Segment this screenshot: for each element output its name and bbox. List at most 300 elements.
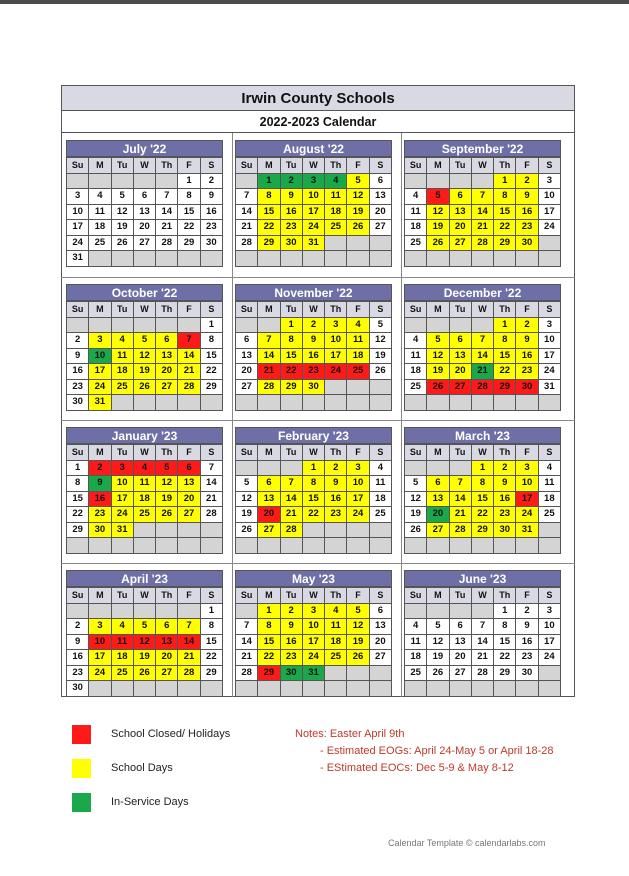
empty-cell bbox=[302, 681, 324, 697]
week-row bbox=[405, 476, 561, 492]
week-row bbox=[67, 204, 223, 220]
day-cell: 21 bbox=[471, 364, 493, 380]
weekday-header: Tu bbox=[449, 445, 471, 461]
day-cell: 17 bbox=[325, 348, 347, 364]
day-cell: 15 bbox=[494, 204, 516, 220]
day-cell: 23 bbox=[325, 507, 347, 523]
month-table bbox=[66, 444, 223, 554]
weekday-header: S bbox=[369, 588, 391, 604]
month-table bbox=[404, 301, 561, 411]
day-cell: 8 bbox=[494, 189, 516, 205]
weekday-header: Th bbox=[156, 302, 178, 318]
day-cell: 3 bbox=[538, 317, 560, 333]
day-cell: 11 bbox=[405, 634, 427, 650]
day-cell: 21 bbox=[471, 650, 493, 666]
day-cell: 29 bbox=[258, 665, 280, 681]
empty-cell bbox=[369, 251, 391, 267]
day-cell: 28 bbox=[471, 665, 493, 681]
day-cell: 4 bbox=[111, 333, 133, 349]
day-cell: 8 bbox=[471, 476, 493, 492]
empty-cell bbox=[405, 251, 427, 267]
day-cell: 25 bbox=[89, 235, 111, 251]
weekday-header: Tu bbox=[449, 302, 471, 318]
empty-cell bbox=[369, 395, 391, 411]
day-cell: 19 bbox=[133, 364, 155, 380]
week-row bbox=[236, 603, 392, 619]
day-cell: 31 bbox=[89, 395, 111, 411]
day-cell: 26 bbox=[133, 665, 155, 681]
day-cell: 13 bbox=[369, 189, 391, 205]
day-cell: 26 bbox=[347, 650, 369, 666]
week-row bbox=[236, 665, 392, 681]
day-cell: 8 bbox=[302, 476, 324, 492]
day-cell: 10 bbox=[89, 348, 111, 364]
weekday-header: W bbox=[471, 158, 493, 174]
grid-divider bbox=[61, 420, 575, 421]
day-cell: 17 bbox=[347, 491, 369, 507]
day-cell: 29 bbox=[494, 379, 516, 395]
day-cell: 5 bbox=[156, 460, 178, 476]
day-cell: 5 bbox=[405, 476, 427, 492]
weekday-header: S bbox=[369, 158, 391, 174]
day-cell: 17 bbox=[89, 650, 111, 666]
day-cell: 16 bbox=[89, 491, 111, 507]
day-cell: 28 bbox=[178, 665, 200, 681]
day-cell: 18 bbox=[325, 634, 347, 650]
day-cell: 2 bbox=[200, 173, 222, 189]
week-row bbox=[236, 220, 392, 236]
month-table bbox=[235, 301, 392, 411]
week-row bbox=[67, 603, 223, 619]
month-7 bbox=[235, 427, 392, 554]
empty-cell bbox=[516, 251, 538, 267]
empty-cell bbox=[325, 235, 347, 251]
empty-cell bbox=[494, 395, 516, 411]
day-cell: 14 bbox=[471, 348, 493, 364]
day-cell: 27 bbox=[449, 665, 471, 681]
weekday-header: W bbox=[133, 158, 155, 174]
weekday-header: F bbox=[516, 158, 538, 174]
week-row bbox=[67, 189, 223, 205]
empty-cell bbox=[178, 681, 200, 697]
day-cell: 22 bbox=[302, 507, 324, 523]
day-cell: 5 bbox=[369, 317, 391, 333]
weekday-header: S bbox=[200, 588, 222, 604]
day-cell: 29 bbox=[200, 665, 222, 681]
weekday-header: S bbox=[538, 302, 560, 318]
week-row bbox=[405, 189, 561, 205]
page-title: Irwin County Schools bbox=[61, 85, 575, 111]
day-cell: 13 bbox=[156, 348, 178, 364]
day-cell: 23 bbox=[302, 364, 324, 380]
weekday-header: Tu bbox=[280, 588, 302, 604]
month-table bbox=[66, 587, 223, 697]
day-cell: 8 bbox=[494, 333, 516, 349]
day-cell: 21 bbox=[236, 650, 258, 666]
empty-cell bbox=[156, 395, 178, 411]
empty-cell bbox=[156, 251, 178, 267]
day-cell: 14 bbox=[258, 348, 280, 364]
empty-cell bbox=[258, 251, 280, 267]
day-cell: 5 bbox=[347, 603, 369, 619]
empty-cell bbox=[236, 538, 258, 554]
weekday-header: M bbox=[427, 445, 449, 461]
day-cell: 29 bbox=[178, 235, 200, 251]
day-cell: 24 bbox=[302, 220, 324, 236]
day-cell: 22 bbox=[280, 364, 302, 380]
month-title: July '22 bbox=[66, 140, 223, 157]
empty-cell bbox=[538, 665, 560, 681]
day-cell: 8 bbox=[67, 476, 89, 492]
day-cell: 5 bbox=[427, 189, 449, 205]
day-cell: 22 bbox=[67, 507, 89, 523]
day-cell: 6 bbox=[178, 460, 200, 476]
empty-cell bbox=[89, 173, 111, 189]
empty-cell bbox=[516, 681, 538, 697]
weekday-header: Th bbox=[494, 445, 516, 461]
empty-cell bbox=[280, 251, 302, 267]
weekday-header: Th bbox=[494, 158, 516, 174]
day-cell: 4 bbox=[405, 189, 427, 205]
empty-cell bbox=[405, 317, 427, 333]
note-line-2: - Estimated EOGs: April 24-May 5 or April 18-28 bbox=[320, 745, 554, 757]
day-cell: 17 bbox=[516, 491, 538, 507]
empty-cell bbox=[302, 538, 324, 554]
empty-cell bbox=[405, 173, 427, 189]
day-cell: 22 bbox=[200, 364, 222, 380]
day-cell: 19 bbox=[427, 220, 449, 236]
day-cell: 19 bbox=[133, 650, 155, 666]
day-cell: 10 bbox=[302, 189, 324, 205]
empty-cell bbox=[236, 603, 258, 619]
week-row bbox=[405, 204, 561, 220]
weekday-header: Th bbox=[325, 445, 347, 461]
day-cell: 6 bbox=[427, 476, 449, 492]
empty-cell bbox=[111, 173, 133, 189]
empty-cell bbox=[280, 538, 302, 554]
grid-divider bbox=[61, 563, 575, 564]
day-cell: 11 bbox=[325, 619, 347, 635]
empty-cell bbox=[449, 681, 471, 697]
empty-cell bbox=[494, 538, 516, 554]
week-row bbox=[67, 364, 223, 380]
month-table bbox=[235, 587, 392, 697]
day-cell: 18 bbox=[405, 364, 427, 380]
day-cell: 20 bbox=[156, 364, 178, 380]
week-row bbox=[236, 460, 392, 476]
empty-cell bbox=[178, 603, 200, 619]
day-cell: 20 bbox=[133, 220, 155, 236]
empty-cell bbox=[280, 395, 302, 411]
weekday-header: Su bbox=[405, 158, 427, 174]
day-cell: 2 bbox=[302, 317, 324, 333]
day-cell: 11 bbox=[347, 333, 369, 349]
empty-cell bbox=[156, 681, 178, 697]
day-cell: 25 bbox=[538, 507, 560, 523]
week-row bbox=[405, 522, 561, 538]
month-table bbox=[235, 444, 392, 554]
day-cell: 11 bbox=[325, 189, 347, 205]
empty-cell bbox=[325, 395, 347, 411]
day-cell: 28 bbox=[200, 507, 222, 523]
day-cell: 24 bbox=[111, 507, 133, 523]
day-cell: 22 bbox=[200, 650, 222, 666]
empty-cell bbox=[325, 681, 347, 697]
day-cell: 9 bbox=[280, 619, 302, 635]
day-cell: 22 bbox=[471, 507, 493, 523]
day-cell: 12 bbox=[156, 476, 178, 492]
empty-cell bbox=[427, 173, 449, 189]
day-cell: 23 bbox=[200, 220, 222, 236]
day-cell: 9 bbox=[325, 476, 347, 492]
week-row bbox=[405, 681, 561, 697]
empty-cell bbox=[427, 538, 449, 554]
day-cell: 2 bbox=[494, 460, 516, 476]
day-cell: 19 bbox=[347, 204, 369, 220]
month-title: April '23 bbox=[66, 570, 223, 587]
day-cell: 27 bbox=[236, 379, 258, 395]
weekday-header: F bbox=[516, 445, 538, 461]
day-cell: 15 bbox=[494, 634, 516, 650]
day-cell: 17 bbox=[302, 634, 324, 650]
week-row bbox=[236, 650, 392, 666]
week-row bbox=[236, 204, 392, 220]
day-cell: 14 bbox=[156, 204, 178, 220]
month-title: January '23 bbox=[66, 427, 223, 444]
day-cell: 12 bbox=[405, 491, 427, 507]
day-cell: 19 bbox=[111, 220, 133, 236]
day-cell: 30 bbox=[516, 665, 538, 681]
day-cell: 5 bbox=[133, 333, 155, 349]
day-cell: 18 bbox=[538, 491, 560, 507]
day-cell: 2 bbox=[280, 173, 302, 189]
day-cell: 17 bbox=[538, 204, 560, 220]
month-title: February '23 bbox=[235, 427, 392, 444]
day-cell: 26 bbox=[369, 364, 391, 380]
day-cell: 25 bbox=[111, 665, 133, 681]
day-cell: 2 bbox=[516, 603, 538, 619]
weekday-header: F bbox=[347, 588, 369, 604]
empty-cell bbox=[405, 603, 427, 619]
day-cell: 16 bbox=[200, 204, 222, 220]
day-cell: 12 bbox=[347, 189, 369, 205]
day-cell: 2 bbox=[516, 173, 538, 189]
day-cell: 21 bbox=[236, 220, 258, 236]
day-cell: 5 bbox=[111, 189, 133, 205]
weekday-header: W bbox=[302, 158, 324, 174]
week-row bbox=[236, 681, 392, 697]
empty-cell bbox=[89, 681, 111, 697]
day-cell: 19 bbox=[347, 634, 369, 650]
day-cell: 1 bbox=[67, 460, 89, 476]
empty-cell bbox=[236, 460, 258, 476]
week-row bbox=[236, 491, 392, 507]
day-cell: 23 bbox=[494, 507, 516, 523]
day-cell: 8 bbox=[200, 333, 222, 349]
day-cell: 14 bbox=[236, 204, 258, 220]
day-cell: 3 bbox=[325, 317, 347, 333]
day-cell: 12 bbox=[111, 204, 133, 220]
day-cell: 15 bbox=[280, 348, 302, 364]
weekday-header: Tu bbox=[449, 158, 471, 174]
day-cell: 11 bbox=[111, 634, 133, 650]
day-cell: 23 bbox=[89, 507, 111, 523]
day-cell: 30 bbox=[280, 665, 302, 681]
day-cell: 7 bbox=[156, 189, 178, 205]
day-cell: 30 bbox=[302, 379, 324, 395]
day-cell: 5 bbox=[347, 173, 369, 189]
day-cell: 6 bbox=[133, 189, 155, 205]
week-row bbox=[236, 522, 392, 538]
day-cell: 27 bbox=[178, 507, 200, 523]
note-line-1: Notes: Easter April 9th bbox=[295, 728, 405, 740]
empty-cell bbox=[156, 522, 178, 538]
week-row bbox=[405, 665, 561, 681]
week-row bbox=[67, 395, 223, 411]
day-cell: 11 bbox=[89, 204, 111, 220]
day-cell: 22 bbox=[494, 650, 516, 666]
weekday-header: M bbox=[89, 445, 111, 461]
day-cell: 19 bbox=[427, 650, 449, 666]
day-cell: 18 bbox=[325, 204, 347, 220]
week-row bbox=[405, 538, 561, 554]
weekday-header: Th bbox=[494, 588, 516, 604]
empty-cell bbox=[449, 173, 471, 189]
week-row bbox=[236, 634, 392, 650]
day-cell: 29 bbox=[200, 379, 222, 395]
empty-cell bbox=[236, 395, 258, 411]
empty-cell bbox=[236, 681, 258, 697]
empty-cell bbox=[347, 379, 369, 395]
day-cell: 30 bbox=[516, 379, 538, 395]
weekday-header: F bbox=[347, 302, 369, 318]
day-cell: 20 bbox=[178, 491, 200, 507]
day-cell: 9 bbox=[516, 333, 538, 349]
empty-cell bbox=[405, 460, 427, 476]
weekday-header: M bbox=[427, 158, 449, 174]
day-cell: 31 bbox=[302, 235, 324, 251]
weekday-header: S bbox=[200, 158, 222, 174]
day-cell: 31 bbox=[111, 522, 133, 538]
day-cell: 6 bbox=[449, 333, 471, 349]
weekday-header: Tu bbox=[449, 588, 471, 604]
day-cell: 28 bbox=[471, 235, 493, 251]
day-cell: 17 bbox=[67, 220, 89, 236]
day-cell: 7 bbox=[236, 189, 258, 205]
day-cell: 2 bbox=[280, 603, 302, 619]
day-cell: 2 bbox=[67, 619, 89, 635]
empty-cell bbox=[280, 460, 302, 476]
empty-cell bbox=[89, 251, 111, 267]
day-cell: 25 bbox=[325, 650, 347, 666]
day-cell: 6 bbox=[449, 189, 471, 205]
day-cell: 15 bbox=[67, 491, 89, 507]
week-row bbox=[67, 665, 223, 681]
empty-cell bbox=[258, 317, 280, 333]
weekday-header: F bbox=[178, 158, 200, 174]
day-cell: 9 bbox=[280, 189, 302, 205]
day-cell: 17 bbox=[538, 348, 560, 364]
day-cell: 1 bbox=[494, 603, 516, 619]
empty-cell bbox=[427, 681, 449, 697]
weekday-header: M bbox=[258, 302, 280, 318]
weekday-header: Su bbox=[236, 588, 258, 604]
day-cell: 12 bbox=[427, 634, 449, 650]
weekday-header: Tu bbox=[111, 158, 133, 174]
month-0 bbox=[66, 140, 223, 267]
grid-divider bbox=[61, 277, 575, 278]
day-cell: 25 bbox=[111, 379, 133, 395]
day-cell: 15 bbox=[200, 634, 222, 650]
empty-cell bbox=[538, 235, 560, 251]
day-cell: 9 bbox=[494, 476, 516, 492]
day-cell: 3 bbox=[302, 603, 324, 619]
weekday-header: W bbox=[133, 302, 155, 318]
month-title: November '22 bbox=[235, 284, 392, 301]
day-cell: 12 bbox=[133, 348, 155, 364]
day-cell: 7 bbox=[449, 476, 471, 492]
day-cell: 10 bbox=[538, 189, 560, 205]
day-cell: 10 bbox=[516, 476, 538, 492]
week-row bbox=[236, 619, 392, 635]
empty-cell bbox=[236, 173, 258, 189]
month-4 bbox=[235, 284, 392, 411]
day-cell: 2 bbox=[67, 333, 89, 349]
day-cell: 20 bbox=[258, 507, 280, 523]
day-cell: 3 bbox=[302, 173, 324, 189]
day-cell: 3 bbox=[89, 333, 111, 349]
weekday-header: Th bbox=[494, 302, 516, 318]
day-cell: 26 bbox=[347, 220, 369, 236]
empty-cell bbox=[538, 522, 560, 538]
day-cell: 30 bbox=[280, 235, 302, 251]
day-cell: 4 bbox=[325, 603, 347, 619]
week-row bbox=[405, 395, 561, 411]
day-cell: 21 bbox=[200, 491, 222, 507]
day-cell: 12 bbox=[427, 348, 449, 364]
empty-cell bbox=[369, 681, 391, 697]
day-cell: 13 bbox=[427, 491, 449, 507]
day-cell: 10 bbox=[538, 619, 560, 635]
day-cell: 7 bbox=[178, 619, 200, 635]
day-cell: 10 bbox=[111, 476, 133, 492]
weekday-header: F bbox=[347, 158, 369, 174]
empty-cell bbox=[302, 395, 324, 411]
day-cell: 12 bbox=[236, 491, 258, 507]
weekday-header: Th bbox=[325, 158, 347, 174]
day-cell: 29 bbox=[494, 235, 516, 251]
day-cell: 7 bbox=[471, 189, 493, 205]
day-cell: 27 bbox=[369, 220, 391, 236]
empty-cell bbox=[471, 395, 493, 411]
day-cell: 18 bbox=[89, 220, 111, 236]
week-row bbox=[236, 364, 392, 380]
legend-school-label: School Days bbox=[111, 762, 173, 774]
empty-cell bbox=[178, 538, 200, 554]
week-row bbox=[67, 538, 223, 554]
day-cell: 30 bbox=[494, 522, 516, 538]
weekday-header: S bbox=[369, 445, 391, 461]
empty-cell bbox=[156, 538, 178, 554]
empty-cell bbox=[258, 460, 280, 476]
empty-cell bbox=[449, 317, 471, 333]
day-cell: 17 bbox=[538, 634, 560, 650]
day-cell: 9 bbox=[67, 348, 89, 364]
empty-cell bbox=[200, 251, 222, 267]
week-row bbox=[67, 220, 223, 236]
weekday-header: F bbox=[347, 445, 369, 461]
weekday-header: F bbox=[516, 302, 538, 318]
